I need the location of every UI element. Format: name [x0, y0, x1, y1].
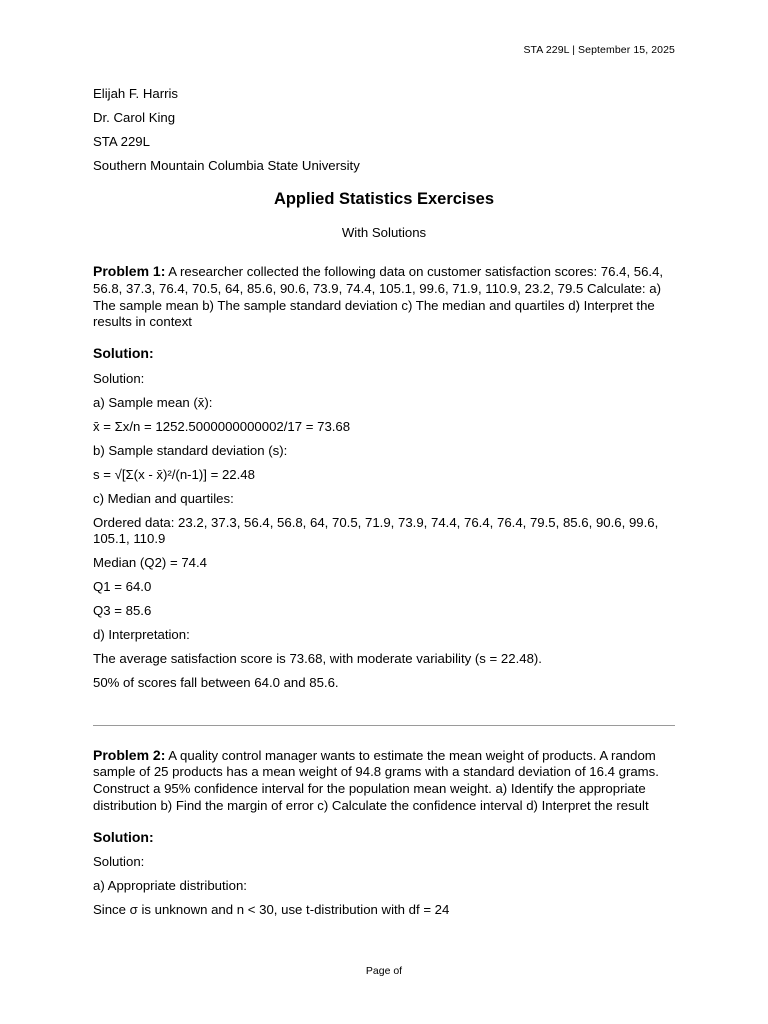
- solution-line: c) Median and quartiles:: [93, 490, 234, 506]
- solution-line: x̄ = Σx/n = 1252.5000000000002/17 = 73.68: [93, 418, 351, 434]
- solution-heading: Solution:: [93, 345, 154, 362]
- document-body: [93, 86, 675, 926]
- problem-label: Problem 2:: [93, 746, 166, 763]
- page-footer: [0, 965, 768, 977]
- solution-lines: [93, 854, 675, 919]
- author-info-block: [93, 86, 675, 175]
- solution-line: Q1 = 64.0: [93, 579, 152, 595]
- course-code: STA 229L: [93, 134, 150, 149]
- instructor-name: Dr. Carol King: [93, 110, 176, 125]
- problem-label: Problem 1:: [93, 263, 166, 279]
- solution-line: a) Sample mean (x̄):: [93, 394, 213, 410]
- solution-line: Since σ is unknown and n < 30, use t-distribution with df = 24: [93, 902, 450, 918]
- solution-line: b) Sample standard deviation (s):: [93, 442, 288, 458]
- solution-line: s = √[Σ(x - x̄)²/(n-1)] = 22.48: [93, 466, 255, 482]
- solution-line: Ordered data: 23.2, 37.3, 56.4, 56.8, 64, 70.5, 71.9, 73.9, 74.4, 76.4, 76.4, 79.5, 85.6, 90.6, 99.6, 105.1, 110.9: [93, 514, 659, 547]
- solution-heading: Solution:: [93, 828, 154, 845]
- solution-line: Q3 = 85.6: [93, 603, 152, 619]
- section-divider: [93, 725, 675, 726]
- problem-statement: [93, 747, 675, 815]
- problem-section: [93, 263, 675, 692]
- solution-line: Median (Q2) = 74.4: [93, 555, 207, 571]
- document-title: Applied Statistics Exercises: [273, 189, 495, 208]
- page-header: STA 229L | September 15, 2025: [523, 44, 675, 56]
- problem-text: A researcher collected the following data on customer satisfaction scores: 76.4, 56.4, 56.8, 37.3, 76.4, 70.5, 64, 85.6, 90.6, 73.9, 74.4, 105.1, 99.6, 71.9, 110.9, 23.2, 79.5 Calculate: a) The sample mean b) The sample standard deviation c) The median and quartiles d) Interpret the results in context: [93, 264, 664, 330]
- solution-line: a) Appropriate distribution:: [93, 878, 247, 894]
- solution-line: d) Interpretation:: [93, 627, 190, 643]
- problem-statement: [93, 263, 675, 331]
- solution-line: Solution:: [93, 854, 145, 870]
- solution-line: The average satisfaction score is 73.68, with moderate variability (s = 22.48).: [93, 651, 542, 667]
- page-label: Page: [365, 965, 391, 977]
- problem-section: [93, 747, 675, 919]
- page-of-label: of: [393, 965, 403, 977]
- solution-line: Solution:: [93, 370, 145, 386]
- student-name: Elijah F. Harris: [93, 86, 179, 101]
- document-subtitle: With Solutions: [341, 224, 427, 240]
- solution-line: 50% of scores fall between 64.0 and 85.6.: [93, 675, 339, 691]
- problem-text: A quality control manager wants to estimate the mean weight of products. A random sample of 25 products has a mean weight of 94.8 grams with a standard deviation of 16.4 grams. Construct a 95% confidence interval for the population mean weight. a) Identify the appropriate distribution b) Find the margin of error c) Calculate the confidence interval d) Interpret the result: [93, 747, 659, 814]
- university-name: Southern Mountain Columbia State University: [93, 158, 360, 173]
- solution-lines: [93, 371, 675, 692]
